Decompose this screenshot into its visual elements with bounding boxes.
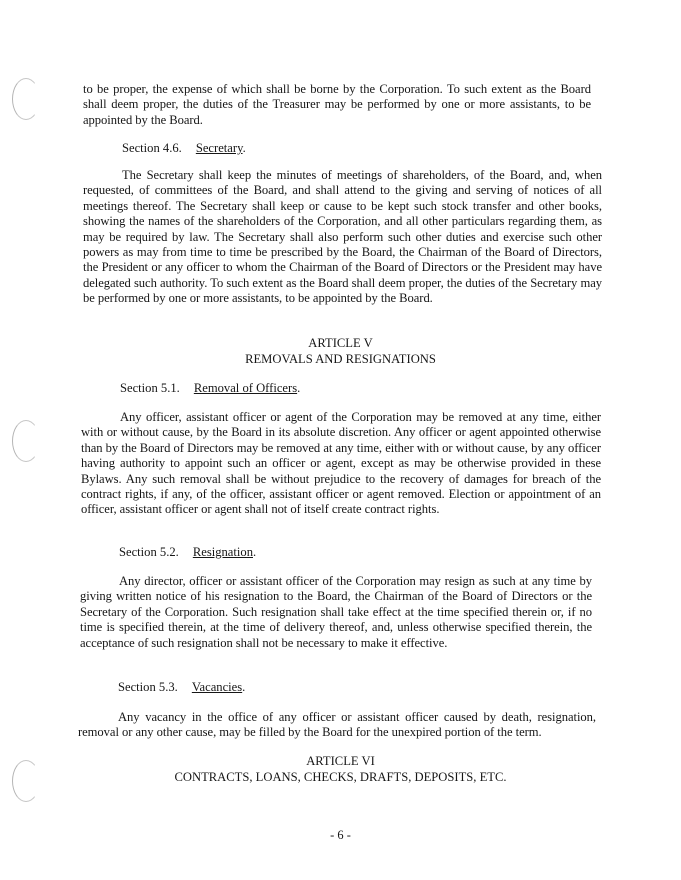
section-4-6-body: The Secretary shall keep the minutes of meetings of shareholders, of the Board, and, when requested, of committees of the Board, and shall attend to the giving and serving of notices of all meetings thereof. The Secretary shall keep or cause to be kept such stock transfer and other books, showing the names of the shareholders of the Corporation, and all other particulars regarding them, as may be required by law. The Secretary shall also perform such other duties and exercise such other powers as may from time to time be prescribed by the Board, the Chairman of the Board of Directors, the President or any officer to whom the Chairman of the Board of Directors or the President may have delegated such authority. To such extent as the Board shall deem proper, the duties of the Secretary may be performed by one or more assistants, to be appointed by the Board.	[83, 168, 602, 306]
article-v-heading	[0, 336, 681, 367]
article-vi-heading	[0, 754, 681, 785]
punch-hole-mark-middle	[12, 420, 40, 462]
section-number: Section 4.6.	[122, 141, 182, 155]
opening-paragraph: to be proper, the expense of which shall be borne by the Corporation. To such extent as the Board shall deem proper, the duties of the Treasurer may be performed by one or more assistants, to be appointed by the Board.	[83, 82, 591, 127]
section-number: Section 5.2.	[119, 545, 179, 559]
section-title: Removal of Officers	[193, 381, 298, 395]
section-5-1-body: Any officer, assistant officer or agent of the Corporation may be removed at any time, either with or without cause, by the Board in its absolute discretion. Any officer or agent appointed otherwise than by the Board of Directors may be removed at any time, either with or without cause, by any officer having authority to appoint such an officer or agent, except as may be otherwise provided in these Bylaws. Any such removal shall be without prejudice to the recovery of damages for breach of the contract rights, if any, of the officer, assistant officer or agent removed. Election or appointment of an officer, assistant officer or agent shall not of itself create contract rights.	[81, 410, 601, 517]
section-5-2-heading	[119, 545, 256, 560]
section-title-punct: .	[242, 680, 246, 694]
page-number: - 6 -	[330, 828, 351, 842]
section-5-1-heading	[120, 381, 300, 396]
article-label: ARTICLE V	[308, 336, 373, 350]
section-5-3-body: Any vacancy in the office of any officer or assistant officer caused by death, resignation, removal or any other cause, may be filled by the Board for the unexpired portion of the term.	[78, 710, 596, 740]
section-title-punct: .	[253, 545, 257, 559]
section-title: Resignation	[192, 545, 253, 559]
section-title-punct: .	[297, 381, 301, 395]
section-title-punct: .	[242, 141, 246, 155]
section-4-6-heading	[122, 141, 246, 156]
article-label: ARTICLE VI	[306, 754, 375, 768]
section-title: Secretary	[195, 141, 243, 155]
punch-hole-mark-top	[12, 78, 40, 120]
section-5-3-heading	[118, 680, 245, 695]
section-number: Section 5.3.	[118, 680, 178, 694]
section-5-2-body: Any director, officer or assistant officer of the Corporation may resign as such at any time by giving written notice of his resignation to the Board, the Chairman of the Board of Directors or the Secretary of the Corporation. Such resignation shall take effect at the time specified therein or, if no time is specified therein, at the time of delivery thereof, and, unless otherwise specified therein, the acceptance of such resignation shall not be necessary to make it effective.	[80, 574, 592, 650]
section-title: Vacancies	[191, 680, 243, 694]
article-title: CONTRACTS, LOANS, CHECKS, DRAFTS, DEPOSITS, ETC.	[174, 769, 507, 784]
article-title: REMOVALS AND RESIGNATIONS	[245, 351, 436, 366]
section-number: Section 5.1.	[120, 381, 180, 395]
